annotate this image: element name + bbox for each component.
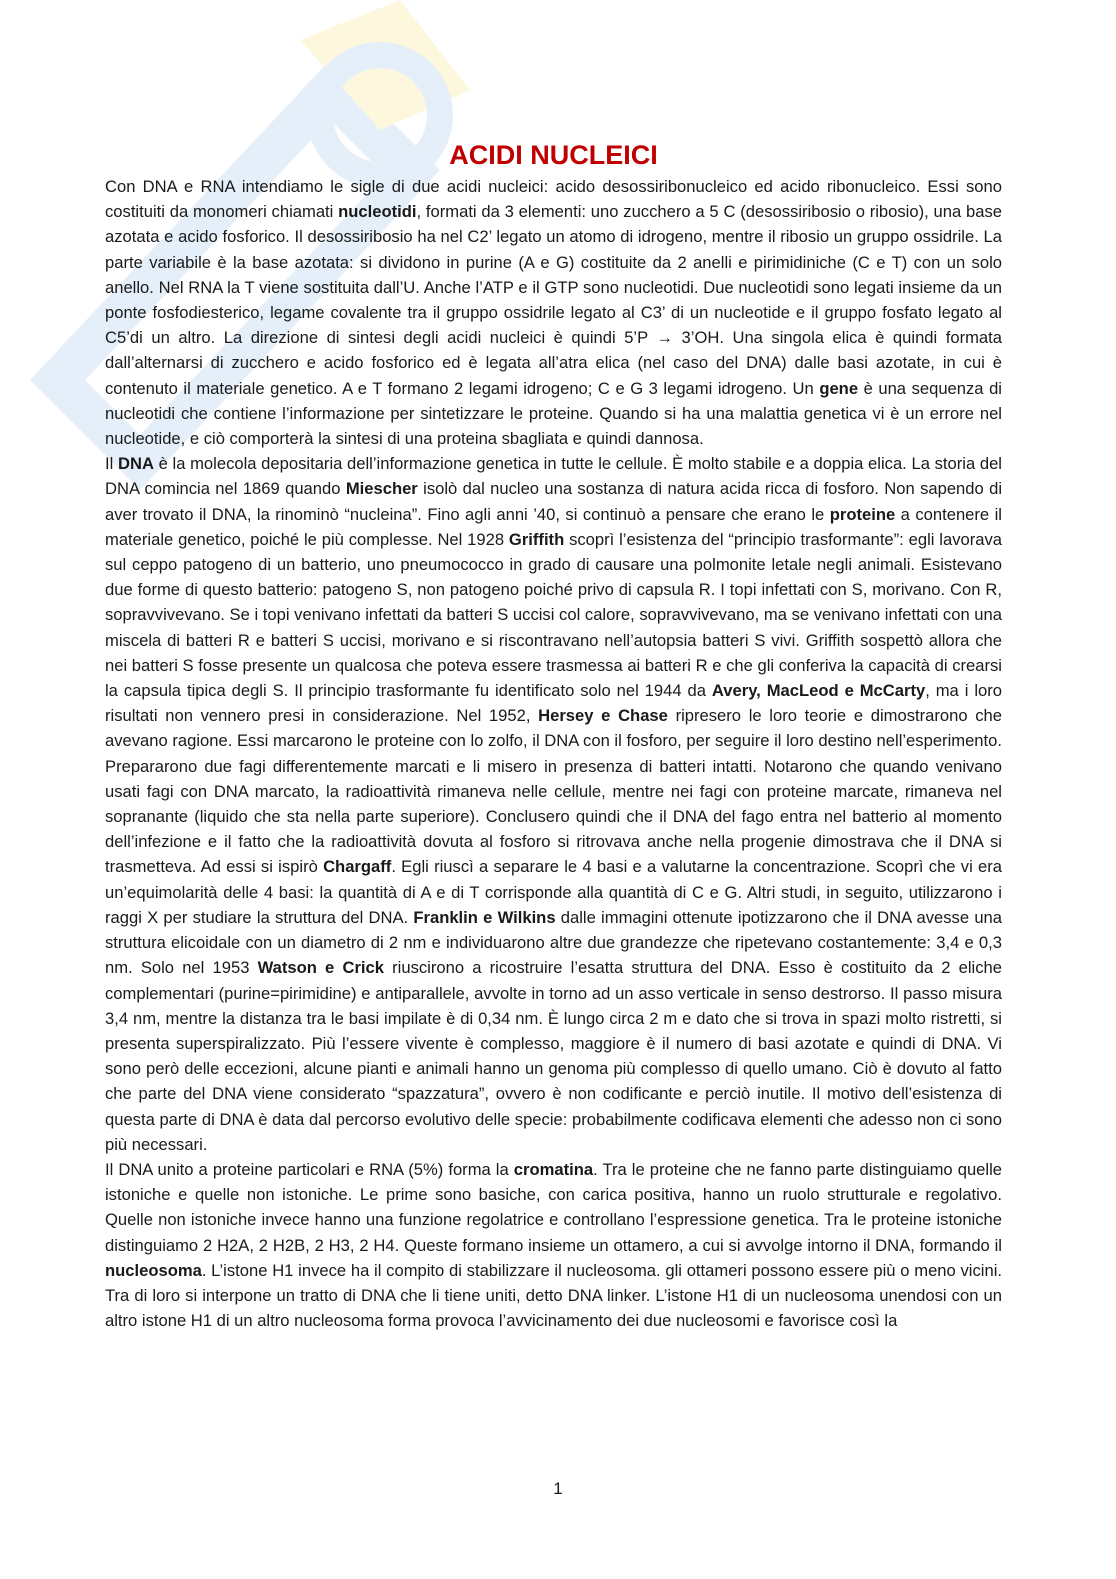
bold-term: Chargaff — [323, 857, 392, 877]
text-run: è la molecola depositaria dell’informazione genetica in tutte le cellule. È molto stabile e a doppia elica. La storia del DNA comincia nel 1869 quando — [105, 454, 1002, 499]
bold-term: nucleotidi — [338, 202, 417, 222]
bold-term: Avery, MacLeod e McCarty — [711, 681, 926, 701]
bold-term: nucleosoma — [105, 1260, 202, 1280]
bold-term: gene — [819, 378, 859, 398]
text-run: Il — [105, 454, 118, 474]
paragraph — [105, 1157, 1002, 1333]
bold-term: cromatina — [513, 1159, 594, 1179]
bold-term: Miescher — [345, 479, 418, 499]
text-run: . Tra le proteine che ne fanno parte distinguiamo quelle istoniche e quelle non istoniche. Le prime sono basiche, con carica positiva, hanno un ruolo strutturale e regolativo. Quelle non istoniche invece hanno una funzione regolatrice e controllano l’espressione genetica. Tra le proteine istoniche distinguiamo 2 H2A, 2 H2B, 2 H3, 2 H4. Queste formano insieme un ottamero, a cui si avvolge intorno il DNA, formando il — [105, 1159, 1002, 1255]
paragraph — [105, 174, 1002, 451]
bold-term: Hersey e Chase — [538, 706, 668, 726]
text-run: scoprì l’esistenza del “principio trasformante”: egli lavorava sul ceppo patogeno di un batterio, uno pneumococco in grado di causare una polmonite letale negli animali. Esistevano due forme di questo batterio: patogeno S, non patogeno poiché privo di capsula R. I topi infettati con S, morivano. Con R, sopravvivevano. Se i topi venivano infettati da batteri S uccisi col calore, sopravvivevano, ma se venivano infettati con una miscela di batteri R e batteri S uccisi, morivano e si riscontravano nell’autopsia batteri S vivi. Griffith sospettò allora che nei batteri S fosse presente un qualcosa che poteva essere trasmessa ai batteri R e che gli conferiva la capacità di crearsi la capsula tipica degli S. Il principio trasformante fu identificato solo nel 1944 da — [105, 529, 1002, 701]
text-run: , ma i loro risultati non vennero presi in considerazione. Nel 1952, — [105, 681, 1002, 726]
text-run: ripresero le loro teorie e dimostrarono che avevano ragione. Essi marcarono le proteine con lo zolfo, il DNA con il fosforo, per seguire il loro destino nell’esperimento. Prepararono due fagi differentemente marcati e li misero in presenza di batteri intatti. Notarono che quando venivano usati fagi con DNA marcato, la radioattività rimaneva nelle cellule, mentre nei fagi con proteine marcate, rimaneva nel sopranante (liquido che sta nella parte superiore). Conclusero quindi che il DNA del fago entra nel batterio al momento dell’infezione e il fatto che la radioattività dovuta al fosforo si ritrovava anche nella progenie dimostrava che il DNA si trasmetteva. Ad essi si ispirò — [105, 706, 1002, 877]
text-run: . L’istone H1 invece ha il compito di stabilizzare il nucleosoma. gli ottameri possono essere più o meno vicini. Tra di loro si interpone un tratto di DNA che li tiene uniti, detto DNA linker. L’istone H1 di un nucleosoma unendosi con un altro istone H1 di un altro nucleosoma forma provoca l’avvicinamento dei due nucleosomi e favorisce così la — [105, 1260, 1002, 1331]
text-run: a contenere il materiale genetico, poiché le più complesse. Nel 1928 — [105, 504, 1002, 549]
text-run: dalle immagini ottenute ipotizzarono che il DNA avesse una struttura elicoidale con un diametro di 2 nm e individuarono altre due grandezze che ripetevano costantemente: 3,4 e 0,3 nm. Solo nel 1953 — [105, 907, 1002, 978]
text-run: , formati da 3 elementi: uno zucchero a 5 C (desossiribosio o ribosio), una base azotata e acido fosforico. Il desossiribosio ha nel C2’ legato un atomo di idrogeno, mentre il ribosio un gruppo ossidrile. La parte variabile è la base azotata: si dividono in purine (A e G) costituite da 2 anelli e pirimidiniche (C e T) con un solo anello. Nel RNA la T viene sostituita dall’U. Anche l’ATP e il GTP sono nucleotidi. Due nucleotidi sono legati insieme da un ponte fosfodiesterico, legame covalente tra il gruppo ossidrile legato al C3’ di un nucleotide e il gruppo fosfato legato al C5’di un altro. La direzione di sintesi degli acidi nucleici è quindi 5’P → 3’OH. Una singola elica è quindi formata dall’alternarsi di zucchero e acido fosforico ed è legata all’atra elica (nel caso del DNA) dalle basi azotate, in cui è contenuto il materiale genetico. A e T formano 2 legami idrogeno; C e G 3 legami idrogeno. Un — [105, 202, 1002, 398]
document-body — [105, 174, 1002, 1333]
text-run: Con DNA e RNA intendiamo le sigle di due acidi nucleici: acido desossiribonucleico ed acido ribonucleico. Essi sono costituiti da monomeri chiamati — [105, 177, 1002, 222]
text-run: . Egli riuscì a separare le 4 basi e a valutarne la concentrazione. Scoprì che vi era un’equimolarità delle 4 basi: la quantità di A e di T corrisponde alla quantità di C e G. Altri studi, in seguito, utilizzarono i raggi X per studiare la struttura del DNA. — [105, 857, 1002, 927]
paragraph — [105, 451, 1002, 1157]
text-run: isolò dal nucleo una sostanza di natura acida ricca di fosforo. Non sapendo di aver trovato il DNA, la rinominò “nucleina”. Fino agli anni ’40, si continuò a pensare che erano le — [105, 479, 1003, 524]
text-run: Il DNA unito a proteine particolari e RNA (5%) forma la — [105, 1159, 514, 1179]
text-run: riuscirono a ricostruire l’esatta struttura del DNA. Esso è costituito da 2 eliche complementari (purine=pirimidine) e antiparallele, avvolte in torno ad un asso verticale in senso destrorso. Il passo misura 3,4 nm, mentre la distanza tra le basi impilate è di 0,34 nm. È lungo circa 2 m e dato che si trova in spazi molto ristretti, si presenta superspiralizzato. Più l’essere vivente è complesso, maggiore è il numero di basi azotate e quindi di DNA. Vi sono però delle eccezioni, alcune pianti e animali hanno un genoma più complesso di quello umano. Ciò è dovuto al fatto che parte del DNA viene considerato “spazzatura”, ovvero è non codificante e perciò inutile. Il motivo dell’esistenza di questa parte di DNA è data dal percorso evolutivo delle specie: probabilmente codificava elementi che adesso non ci sono più necessari. — [105, 958, 1002, 1154]
page-number: 1 — [553, 1479, 563, 1498]
bold-term: DNA — [117, 454, 154, 474]
bold-term: Franklin e Wilkins — [413, 907, 556, 927]
document-page — [105, 138, 1002, 1333]
bold-term: Watson e Crick — [257, 958, 384, 978]
bold-term: proteine — [829, 504, 896, 524]
text-run: è una sequenza di nucleotidi che contiene l’informazione per sintetizzare le proteine. Quando si ha una malattia genetica vi è un errore nel nucleotide, e ciò comporterà la sintesi di una proteina sbagliata e quindi dannosa. — [105, 378, 1002, 449]
bold-term: Griffith — [508, 529, 565, 549]
document-title: ACIDI NUCLEICI — [449, 140, 658, 170]
